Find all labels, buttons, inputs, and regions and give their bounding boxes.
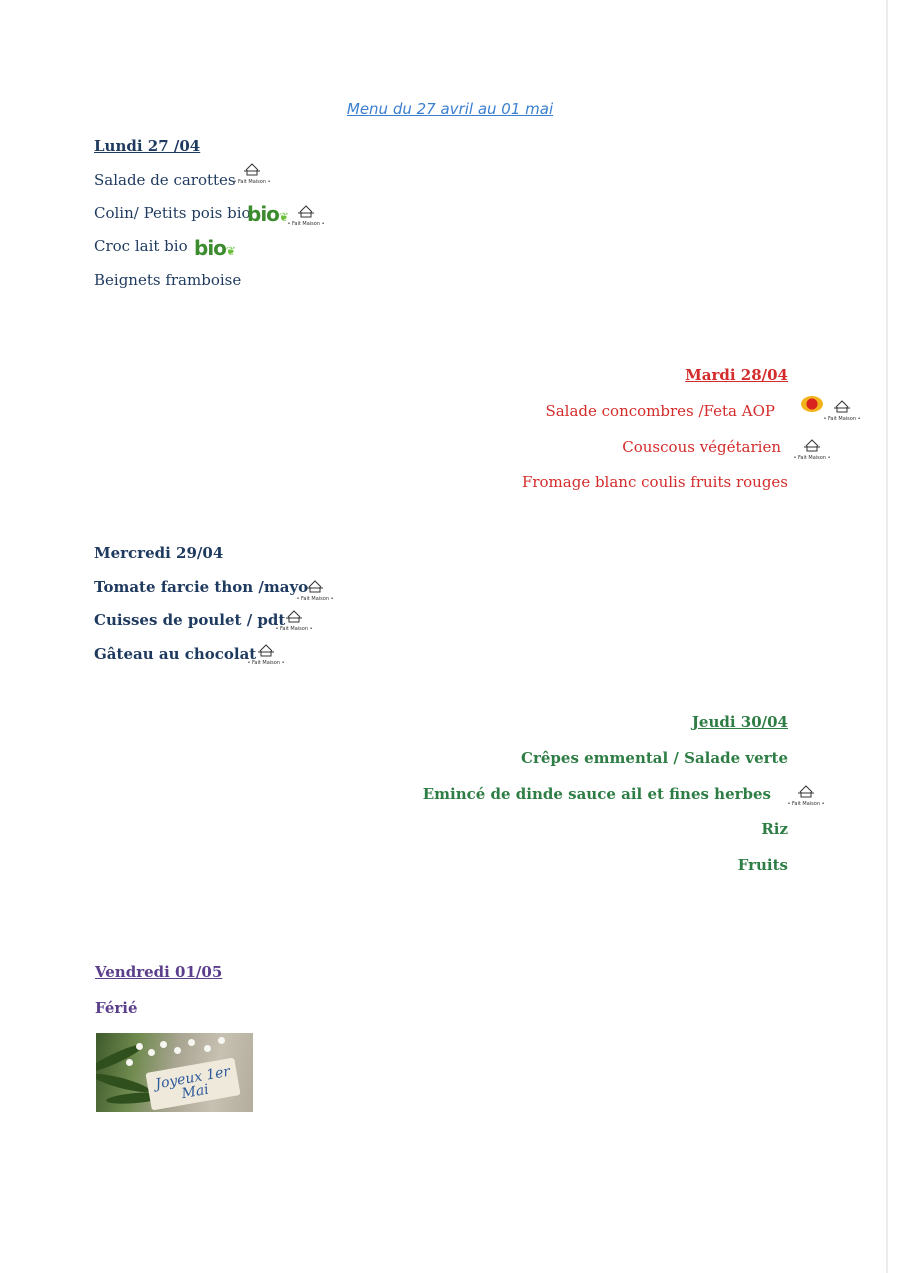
menu-item: Férié — [95, 999, 138, 1017]
fait-maison-icon — [244, 642, 292, 668]
svg-text:• Fait Maison •: • Fait Maison • — [287, 221, 325, 227]
page-edge — [886, 0, 888, 1273]
menu-item: Emincé de dinde sauce ail et fines herbes — [422, 785, 771, 803]
day-heading-mercredi: Mercredi 29/04 — [94, 544, 224, 562]
fait-maison-icon — [230, 161, 278, 187]
day-heading-mardi: Mardi 28/04 — [685, 366, 788, 384]
day-heading-jeudi: Jeudi 30/04 — [691, 713, 788, 731]
svg-text:• Fait Maison •: • Fait Maison • — [793, 455, 831, 461]
svg-text:• Fait Maison •: • Fait Maison • — [823, 416, 861, 422]
image-caption: Joyeux 1er Mai — [154, 1063, 232, 1103]
svg-text:• Fait Maison •: • Fait Maison • — [275, 626, 313, 632]
menu-item: Cuisses de poulet / pdt — [94, 611, 286, 629]
menu-title: Menu du 27 avril au 01 mai — [346, 100, 554, 118]
fait-maison-icon — [784, 783, 832, 809]
menu-item: Colin/ Petits pois bio — [94, 204, 251, 222]
menu-item: Fruits — [737, 856, 788, 874]
menu-item: Tomate farcie thon /mayo — [94, 578, 309, 596]
menu-item: Salade de carottes — [94, 171, 236, 189]
fait-maison-icon — [820, 398, 868, 424]
fait-maison-icon — [790, 437, 838, 463]
menu-item: Fromage blanc coulis fruits rouges — [521, 473, 788, 491]
bio-icon: bio❦ — [247, 202, 288, 226]
menu-item: Crêpes emmental / Salade verte — [521, 749, 788, 767]
menu-item: Couscous végétarien — [622, 438, 781, 456]
fait-maison-icon — [272, 608, 320, 634]
menu-item: Riz — [761, 820, 788, 838]
menu-item: Gâteau au chocolat — [94, 645, 257, 663]
menu-item: Salade concombres /Feta AOP — [545, 402, 775, 420]
bio-icon: bio❦ — [194, 236, 235, 260]
svg-text:• Fait Maison •: • Fait Maison • — [233, 179, 271, 185]
svg-text:• Fait Maison •: • Fait Maison • — [787, 801, 825, 807]
lily-of-the-valley-photo — [96, 1033, 253, 1112]
day-heading-vendredi: Vendredi 01/05 — [95, 963, 223, 981]
menu-item: Croc lait bio — [94, 237, 188, 255]
fait-maison-icon — [284, 203, 332, 229]
svg-text:• Fait Maison •: • Fait Maison • — [296, 596, 334, 602]
fait-maison-icon — [293, 578, 341, 604]
day-heading-lundi: Lundi 27 /04 — [94, 137, 201, 155]
svg-text:• Fait Maison •: • Fait Maison • — [247, 660, 285, 666]
menu-item: Beignets framboise — [94, 271, 242, 289]
